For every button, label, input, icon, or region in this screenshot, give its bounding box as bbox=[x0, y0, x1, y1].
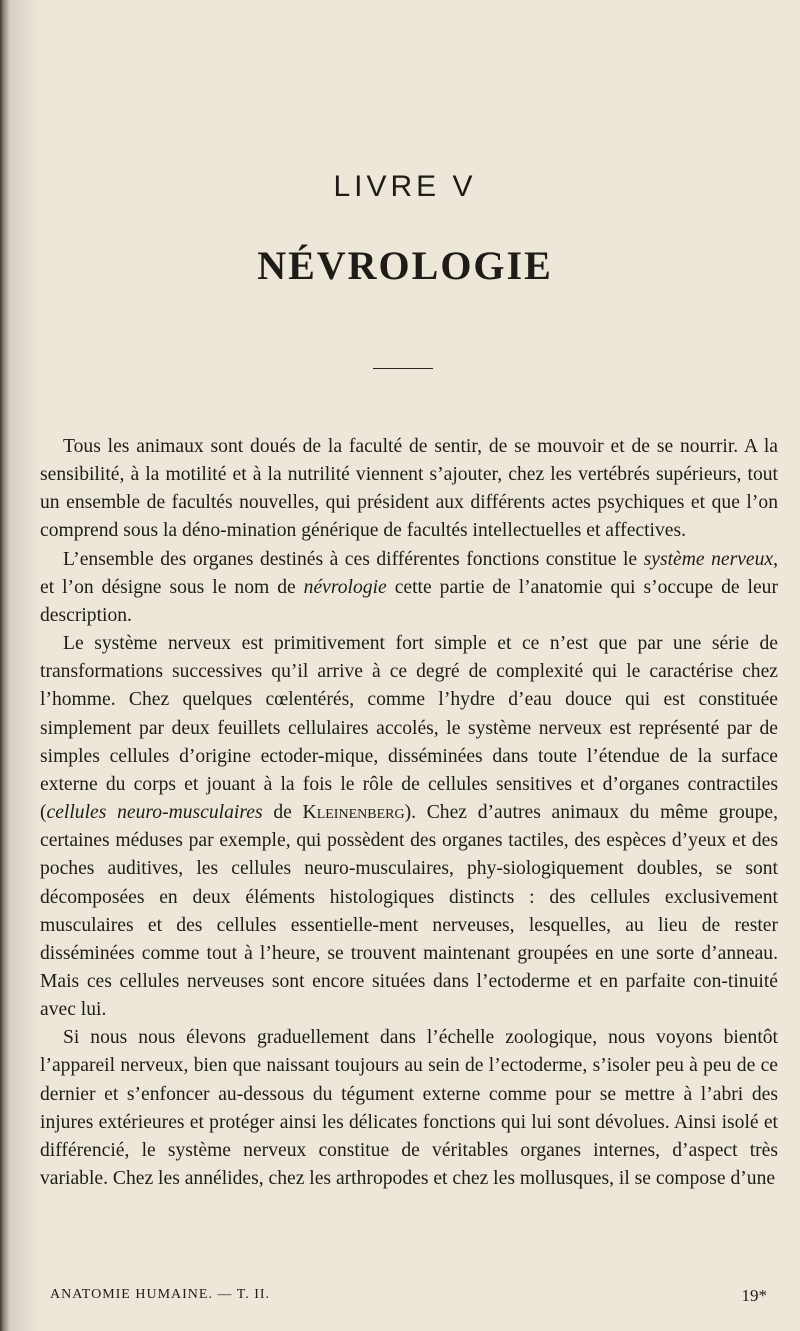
signature-mark: 19* bbox=[741, 1286, 767, 1305]
paragraph bbox=[40, 546, 778, 630]
italic-term: cellules neuro-musculaires bbox=[46, 802, 263, 824]
body-text bbox=[40, 433, 778, 1193]
running-footer: ANATOMIE HUMAINE. — T. II. bbox=[50, 1287, 271, 1302]
chapter-title: NÉVROLOGIE bbox=[257, 243, 553, 288]
text-run: , et l’on désigne sous le nom de bbox=[40, 548, 778, 598]
text-run: Tous les animaux sont doués de la faculté de sentir, de se mouvoir et de se nourrir. A la sensibilité, à la motilité et à la nutrilité viennent s’ajouter, chez les vertébrés supérieurs, tout un ensemble de facultés nouvelles, qui président aux différents actes psychiques et que l’on comprend sous la déno-mination générique de facultés intellectuelles et affectives. bbox=[40, 436, 778, 542]
text-run: Le système nerveux est primitivement fort simple et ce n’est que par une série de transformations successives qu’il arrive à ce degré de complexité qui le caractérise chez l’homme. Chez quelques cœlentérés, comme l’hydre d’eau douce qui est constituée simplement par deux feuillets cellulaires accolés, le système nerveux est représenté par de simples cellules d’origine ectoder-mique, disséminées dans toute l’étendue de la surface externe du corps et jouant à la fois le rôle de cellules sensitives et d’organes contractiles ( bbox=[40, 633, 778, 824]
paragraph bbox=[40, 433, 778, 546]
author-name: Kleinenberg bbox=[302, 802, 405, 824]
paragraph bbox=[40, 1024, 778, 1193]
text-run: cette partie de l’anatomie qui s’occupe de leur description. bbox=[40, 576, 778, 626]
text-run: Si nous nous élevons graduellement dans l’échelle zoologique, nous voyons bientôt l’appareil nerveux, bien que naissant toujours au sein de l’ectoderme, s’isoler peu à peu de ce dernier et s’enfoncer au-dessous du tégument externe comme pour se mettre à l’abri des injures extérieures et protéger ainsi les délicates fonctions qui lui sont dévolues. Ainsi isolé et différencié, le système nerveux constitue de véritables organes internes, d’aspect très variable. Chez les annélides, chez les arthropodes et chez les mollusques, il se compose d’une bbox=[40, 1027, 778, 1190]
text-run: L’ensemble des organes destinés à ces différentes fonctions constitue le bbox=[63, 548, 644, 570]
page-footer bbox=[40, 1287, 777, 1311]
section-rule bbox=[373, 368, 433, 369]
book-title: LIVRE V bbox=[333, 170, 477, 203]
text-run: de bbox=[262, 802, 303, 824]
italic-term: système nerveux bbox=[643, 548, 774, 570]
text-run: ). Chez d’autres animaux du même groupe, certaines méduses par exemple, qui possèdent des organes tactiles, des espèces d’yeux et des poches auditives, les cellules neuro-musculaires, phy-siologiquement doubles, se sont décomposées en deux éléments histologiques distincts : des cellules exclusivement musculaires et des cellules essentielle-ment nerveuses, lesquelles, au lieu de rester disséminées comme tout à l’heure, se trouvent maintenant groupées en une sorte d’anneau. Mais ces cellules nerveuses sont encore situées dans l’ectoderme et en parfaite con-tinuité avec lui. bbox=[40, 802, 778, 1021]
italic-term: névrologie bbox=[303, 576, 387, 598]
paragraph bbox=[40, 630, 778, 1024]
